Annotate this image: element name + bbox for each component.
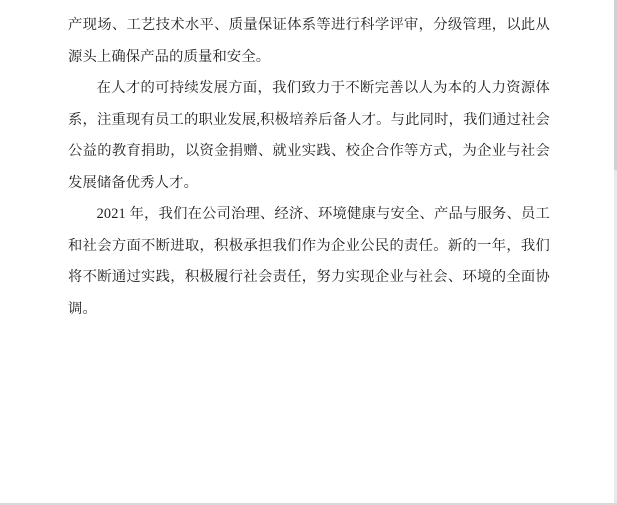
paragraph-year-summary: 2021 年，我们在公司治理、经济、环境健康与安全、产品与服务、员工和社会方面不断进取，积极承担我们作为企业公民的责任。新的一年，我们将不断通过实践，积极履行社会责任，努力实现企业与社会、环境的全面协调。 (68, 206, 550, 317)
paragraph-talent-development: 在人才的可持续发展方面，我们致力于不断完善以人为本的人力资源体系，注重现有员工的职业发展,积极培养后备人才。与此同时，我们通过社会公益的教育捐助，以资金捐赠、就业实践、校企合作等方式，为企业与社会发展储备优秀人才。 (68, 80, 550, 191)
document-text-column (68, 10, 550, 325)
paragraph-continuation: 产现场、工艺技术水平、质量保证体系等进行科学评审，分级管理，以此从源头上确保产品的质量和安全。 (68, 17, 550, 65)
